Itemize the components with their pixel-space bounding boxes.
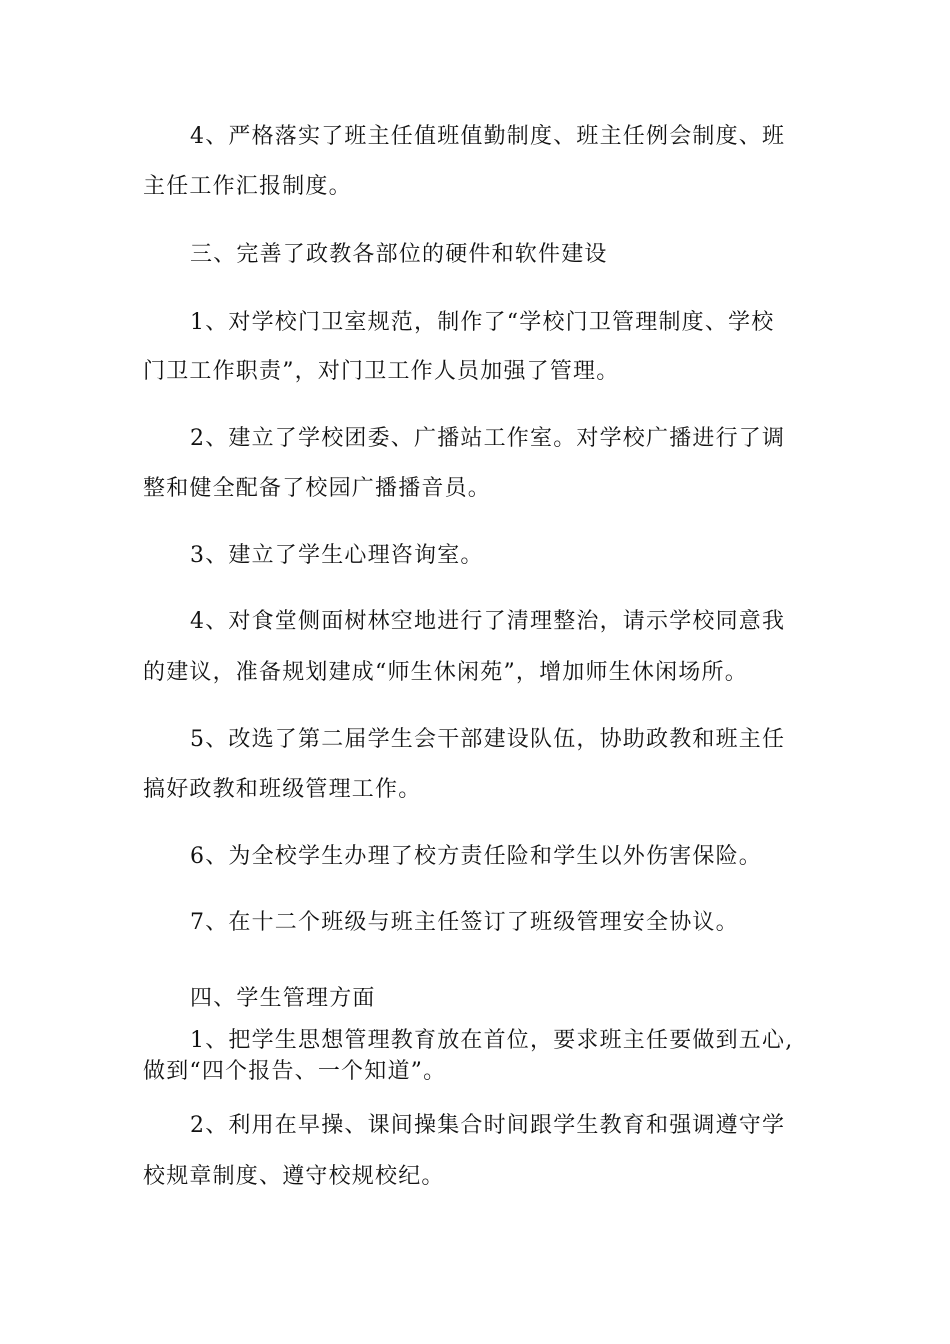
text-line: 主任工作汇报制度。: [143, 174, 352, 199]
text-line: 校规章制度、遵守校规校纪。: [143, 1164, 445, 1189]
text-line: 1、把学生思想管理教育放在首位，要求班主任要做到五心,: [190, 1028, 794, 1053]
text-line: 7、在十二个班级与班主任签订了班级管理安全协议。: [190, 910, 739, 935]
text-line: 3、建立了学生心理咨询室。: [190, 543, 484, 568]
text-line: 的建议，准备规划建成“师生休闲苑”，增加师生休闲场所。: [143, 660, 748, 685]
text-line: 6、为全校学生办理了校方责任险和学生以外伤害保险。: [190, 844, 762, 869]
text-line: 2、利用在早操、课间操集合时间跟学生教育和强调遵守学: [190, 1113, 786, 1138]
section-heading: 三、完善了政教各部位的硬件和软件建设: [190, 242, 608, 267]
text-line: 4、对食堂侧面树林空地进行了清理整治，请示学校同意我: [190, 609, 786, 634]
text-line: 整和健全配备了校园广播播音员。: [143, 476, 492, 501]
text-line: 5、改选了第二届学生会干部建设队伍，协助政教和班主任: [190, 727, 786, 752]
text-line: 4、严格落实了班主任值班值勤制度、班主任例会制度、班: [190, 124, 786, 149]
text-line: 门卫工作职责”，对门卫工作人员加强了管理。: [143, 359, 620, 384]
text-line: 搞好政教和班级管理工作。: [143, 777, 422, 802]
text-line: 2、建立了学校团委、广播站工作室。对学校广播进行了调: [190, 426, 786, 451]
text-line: 1、对学校门卫室规范，制作了“学校门卫管理制度、学校: [190, 310, 775, 335]
text-line: 做到“四个报告、一个知道”。: [143, 1059, 447, 1084]
section-heading: 四、学生管理方面: [190, 986, 376, 1011]
